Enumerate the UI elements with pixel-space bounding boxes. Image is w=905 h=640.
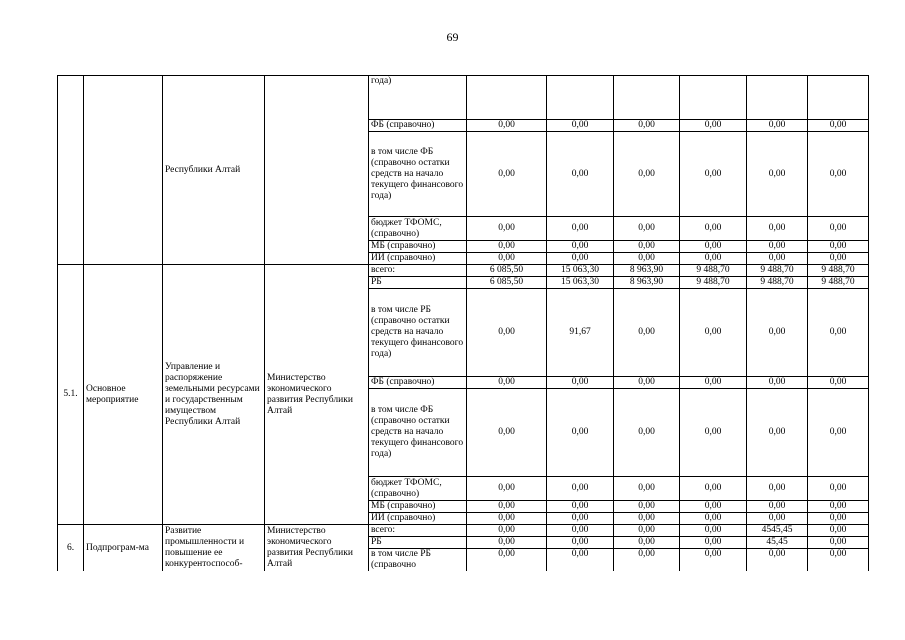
year-value: 9 488,70 — [808, 277, 869, 289]
year-value: 91,67 — [547, 289, 614, 377]
table-body — [58, 76, 869, 572]
year-value: 0,00 — [547, 241, 614, 253]
year-value: 0,00 — [680, 537, 747, 549]
year-value: 0,00 — [467, 513, 547, 525]
year-value: 0,00 — [680, 241, 747, 253]
year-value: 0,00 — [747, 513, 808, 525]
year-value: 8 963,90 — [614, 265, 680, 277]
year-value: 0,00 — [614, 513, 680, 525]
program-name: Развитие промышленности и повышение ее конкурентоспособ- — [163, 525, 265, 572]
year-value: 0,00 — [808, 217, 869, 241]
year-value: 0,00 — [547, 120, 614, 132]
year-value: 0,00 — [747, 132, 808, 217]
table-row — [58, 525, 869, 537]
year-value: 0,00 — [680, 389, 747, 477]
year-value: 0,00 — [808, 513, 869, 525]
funding-source: всего: — [369, 525, 467, 537]
year-value: 0,00 — [547, 253, 614, 265]
funding-source: в том числе ФБ (справочно остатки средств на начало текущего финансового года) — [369, 389, 467, 477]
executor: Министерство экономического развития Республики Алтай — [265, 265, 369, 525]
year-value: 0,00 — [614, 217, 680, 241]
year-value: 0,00 — [747, 253, 808, 265]
year-value: 0,00 — [614, 537, 680, 549]
year-value: 0,00 — [680, 549, 747, 572]
year-value: 0,00 — [680, 289, 747, 377]
executor — [265, 76, 369, 265]
year-value: 0,00 — [680, 217, 747, 241]
program-name: Республики Алтай — [163, 76, 265, 265]
funding-source: МБ (справочно) — [369, 501, 467, 513]
row-number — [58, 76, 84, 265]
year-value: 15 063,30 — [547, 277, 614, 289]
year-value: 0,00 — [467, 537, 547, 549]
year-value: 4545,45 — [747, 525, 808, 537]
year-value: 15 063,30 — [547, 265, 614, 277]
year-value: 0,00 — [808, 241, 869, 253]
year-value: 0,00 — [680, 120, 747, 132]
year-value: 9 488,70 — [747, 265, 808, 277]
year-value: 0,00 — [808, 377, 869, 389]
funding-source: РБ — [369, 277, 467, 289]
program-name: Управление и распоряжение земельными ресурсами и государственным имуществом Республики Алтай — [163, 265, 265, 525]
year-value: 0,00 — [467, 253, 547, 265]
table-row — [58, 76, 869, 120]
budget-table — [57, 75, 869, 571]
year-value: 0,00 — [547, 377, 614, 389]
year-value: 0,00 — [467, 217, 547, 241]
year-value: 0,00 — [614, 120, 680, 132]
year-value: 0,00 — [467, 549, 547, 572]
year-value: 0,00 — [680, 132, 747, 217]
year-value: 6 085,50 — [467, 265, 547, 277]
year-value: 0,00 — [747, 120, 808, 132]
year-value: 0,00 — [614, 501, 680, 513]
year-value: 0,00 — [614, 525, 680, 537]
year-value: 0,00 — [467, 289, 547, 377]
year-value: 0,00 — [747, 377, 808, 389]
funding-source: ИИ (справочно) — [369, 253, 467, 265]
year-value: 0,00 — [547, 477, 614, 501]
year-value: 0,00 — [808, 120, 869, 132]
year-value: 0,00 — [547, 537, 614, 549]
year-value: 0,00 — [747, 217, 808, 241]
funding-source: РБ — [369, 537, 467, 549]
year-value: 9 488,70 — [680, 277, 747, 289]
year-value: 0,00 — [680, 513, 747, 525]
year-value: 0,00 — [808, 253, 869, 265]
year-value: 0,00 — [747, 389, 808, 477]
funding-source: МБ (справочно) — [369, 241, 467, 253]
year-value: 0,00 — [808, 289, 869, 377]
year-value: 0,00 — [747, 501, 808, 513]
funding-source: в том числе ФБ (справочно остатки средств на начало текущего финансового года) — [369, 132, 467, 217]
year-value: 0,00 — [547, 132, 614, 217]
year-value: 45,45 — [747, 537, 808, 549]
table-row — [58, 265, 869, 277]
year-value: 0,00 — [747, 289, 808, 377]
year-value: 0,00 — [680, 501, 747, 513]
year-value: 0,00 — [467, 120, 547, 132]
year-value: 9 488,70 — [680, 265, 747, 277]
year-value: 0,00 — [547, 525, 614, 537]
year-value: 0,00 — [808, 501, 869, 513]
year-value: 9 488,70 — [808, 265, 869, 277]
year-value: 0,00 — [467, 132, 547, 217]
year-value: 6 085,50 — [467, 277, 547, 289]
executor: Министерство экономического развития Республики Алтай — [265, 525, 369, 572]
year-value: 0,00 — [547, 217, 614, 241]
funding-source: бюджет ТФОМС, (справочно) — [369, 217, 467, 241]
year-value: 0,00 — [808, 389, 869, 477]
year-value: 0,00 — [614, 253, 680, 265]
funding-source: ФБ (справочно) — [369, 120, 467, 132]
year-value: 0,00 — [614, 132, 680, 217]
year-value: 0,00 — [747, 549, 808, 572]
year-value: 0,00 — [614, 549, 680, 572]
funding-source: в том числе РБ (справочно — [369, 549, 467, 572]
year-value: 0,00 — [614, 289, 680, 377]
year-value: 0,00 — [467, 501, 547, 513]
year-value: 9 488,70 — [747, 277, 808, 289]
page-number: 69 — [446, 30, 459, 44]
funding-source: ИИ (справочно) — [369, 513, 467, 525]
year-value: 0,00 — [614, 377, 680, 389]
year-value — [467, 76, 547, 120]
year-value: 0,00 — [808, 537, 869, 549]
year-value: 0,00 — [547, 549, 614, 572]
year-value: 0,00 — [547, 513, 614, 525]
year-value — [680, 76, 747, 120]
year-value: 0,00 — [467, 241, 547, 253]
year-value: 0,00 — [808, 549, 869, 572]
year-value: 0,00 — [680, 253, 747, 265]
year-value: 0,00 — [614, 389, 680, 477]
year-value: 8 963,90 — [614, 277, 680, 289]
row-number: 5.1. — [58, 265, 84, 525]
year-value: 0,00 — [747, 477, 808, 501]
year-value: 0,00 — [467, 477, 547, 501]
funding-source: года) — [369, 76, 467, 120]
year-value: 0,00 — [614, 477, 680, 501]
year-value: 0,00 — [547, 501, 614, 513]
year-value: 0,00 — [808, 132, 869, 217]
funding-source: всего: — [369, 265, 467, 277]
year-value: 0,00 — [467, 389, 547, 477]
year-value: 0,00 — [467, 377, 547, 389]
year-value — [614, 76, 680, 120]
year-value: 0,00 — [467, 525, 547, 537]
year-value: 0,00 — [680, 525, 747, 537]
year-value: 0,00 — [680, 377, 747, 389]
year-value — [808, 76, 869, 120]
year-value: 0,00 — [808, 477, 869, 501]
year-value: 0,00 — [547, 389, 614, 477]
funding-source: ФБ (справочно) — [369, 377, 467, 389]
year-value: 0,00 — [808, 525, 869, 537]
row-type — [84, 76, 163, 265]
row-type: Подпрограм-ма — [84, 525, 163, 572]
funding-source: в том числе РБ (справочно остатки средств на начало текущего финансового года) — [369, 289, 467, 377]
year-value: 0,00 — [747, 241, 808, 253]
year-value: 0,00 — [614, 241, 680, 253]
year-value — [547, 76, 614, 120]
funding-source: бюджет ТФОМС, (справочно) — [369, 477, 467, 501]
row-type: Основное мероприятие — [84, 265, 163, 525]
year-value: 0,00 — [680, 477, 747, 501]
row-number: 6. — [58, 525, 84, 572]
year-value — [747, 76, 808, 120]
